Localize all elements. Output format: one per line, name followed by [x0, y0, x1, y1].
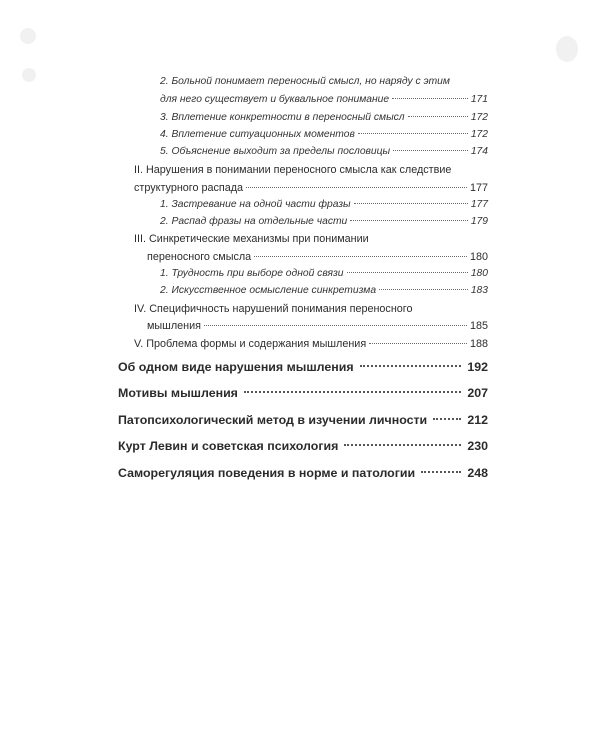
toc-subentry-line: 2. Больной понимает переносный смысл, но наряду с этим [160, 76, 450, 87]
toc-chapter [118, 360, 488, 374]
toc-page-number: 230 [467, 439, 488, 453]
toc-subentry [160, 268, 488, 279]
toc-label: Мотивы мышления [118, 386, 238, 400]
toc-page-number: 180 [469, 251, 488, 263]
scan-smudge [556, 36, 578, 62]
toc-section-line: III. Синкретические механизмы при понимании [134, 233, 369, 245]
toc-subentry [160, 112, 488, 123]
toc-leader [354, 203, 468, 204]
toc-subentry [160, 94, 488, 105]
toc-leader [393, 150, 468, 151]
toc-page-number: 177 [470, 199, 488, 210]
toc-leader [254, 256, 467, 257]
toc-subentry [160, 285, 488, 296]
toc-page-number: 172 [470, 129, 488, 140]
toc-label: для него существует и буквальное понимание [160, 94, 390, 105]
toc-leader [379, 289, 468, 290]
toc-subentry [160, 146, 488, 157]
toc-leader [244, 391, 461, 393]
toc-page-number: 174 [470, 146, 488, 157]
toc-page-number: 179 [470, 216, 488, 227]
toc-label: 3. Вплетение конкретности в переносный смысл [160, 112, 405, 123]
toc-leader [369, 343, 467, 344]
toc-label: Саморегуляция поведения в норме и патологии [118, 466, 416, 480]
toc-leader [246, 187, 467, 188]
toc-label: 2. Искусственное осмысление синкретизма [160, 285, 377, 296]
toc-label: V. Проблема формы и содержания мышления [134, 338, 367, 350]
toc-leader [347, 272, 468, 273]
toc-section-line: II. Нарушения в понимании переносного смысла как следствие [134, 164, 452, 176]
toc-label: Об одном виде нарушения мышления [118, 360, 354, 374]
toc-leader [358, 133, 468, 134]
toc-page-number: 207 [467, 386, 488, 400]
toc-label: 5. Объяснение выходит за пределы пословицы [160, 146, 391, 157]
toc-page-number: 192 [467, 360, 488, 374]
toc-page-number: 171 [470, 94, 488, 105]
toc-page-number: 212 [467, 413, 488, 427]
toc-leader [433, 418, 461, 420]
toc-chapter [118, 439, 488, 453]
toc-chapter [118, 466, 488, 480]
toc-chapter [118, 386, 488, 400]
toc-leader [408, 116, 468, 117]
toc-section-line: IV. Специфичность нарушений понимания переносного [134, 303, 413, 315]
toc-label: Курт Левин и советская психология [118, 439, 339, 453]
toc-label: 4. Вплетение ситуационных моментов [160, 129, 355, 140]
toc-page-number: 185 [469, 320, 488, 332]
toc-section [134, 338, 488, 350]
scan-smudge [20, 28, 36, 44]
toc-chapter [118, 413, 488, 427]
scan-smudge [22, 68, 36, 82]
toc-leader [421, 471, 461, 473]
toc-page-number: 172 [470, 112, 488, 123]
toc-section [134, 182, 488, 194]
toc-label: структурного распада [134, 182, 244, 194]
toc-label: 2. Распад фразы на отдельные части [160, 216, 348, 227]
toc-label: переносного смысла [147, 251, 252, 263]
toc-page-number: 188 [469, 338, 488, 350]
toc-leader [344, 444, 461, 446]
toc-subentry [160, 199, 488, 210]
toc-label: мышления [147, 320, 201, 332]
toc-page-number: 248 [467, 466, 488, 480]
toc-page-number: 177 [469, 182, 488, 194]
toc-subentry [160, 129, 488, 140]
toc-section [147, 251, 488, 263]
toc-leader [392, 98, 468, 99]
toc-leader [204, 325, 467, 326]
toc-leader [350, 220, 468, 221]
toc-subentry [160, 216, 488, 227]
toc-page-number: 180 [470, 268, 488, 279]
toc-label: 1. Застревание на одной части фразы [160, 199, 351, 210]
toc-label: 1. Трудность при выборе одной связи [160, 268, 344, 279]
toc-label: Патопсихологический метод в изучении личности [118, 413, 428, 427]
toc-leader [360, 365, 462, 367]
toc-section [147, 320, 488, 332]
toc-page-number: 183 [470, 285, 488, 296]
